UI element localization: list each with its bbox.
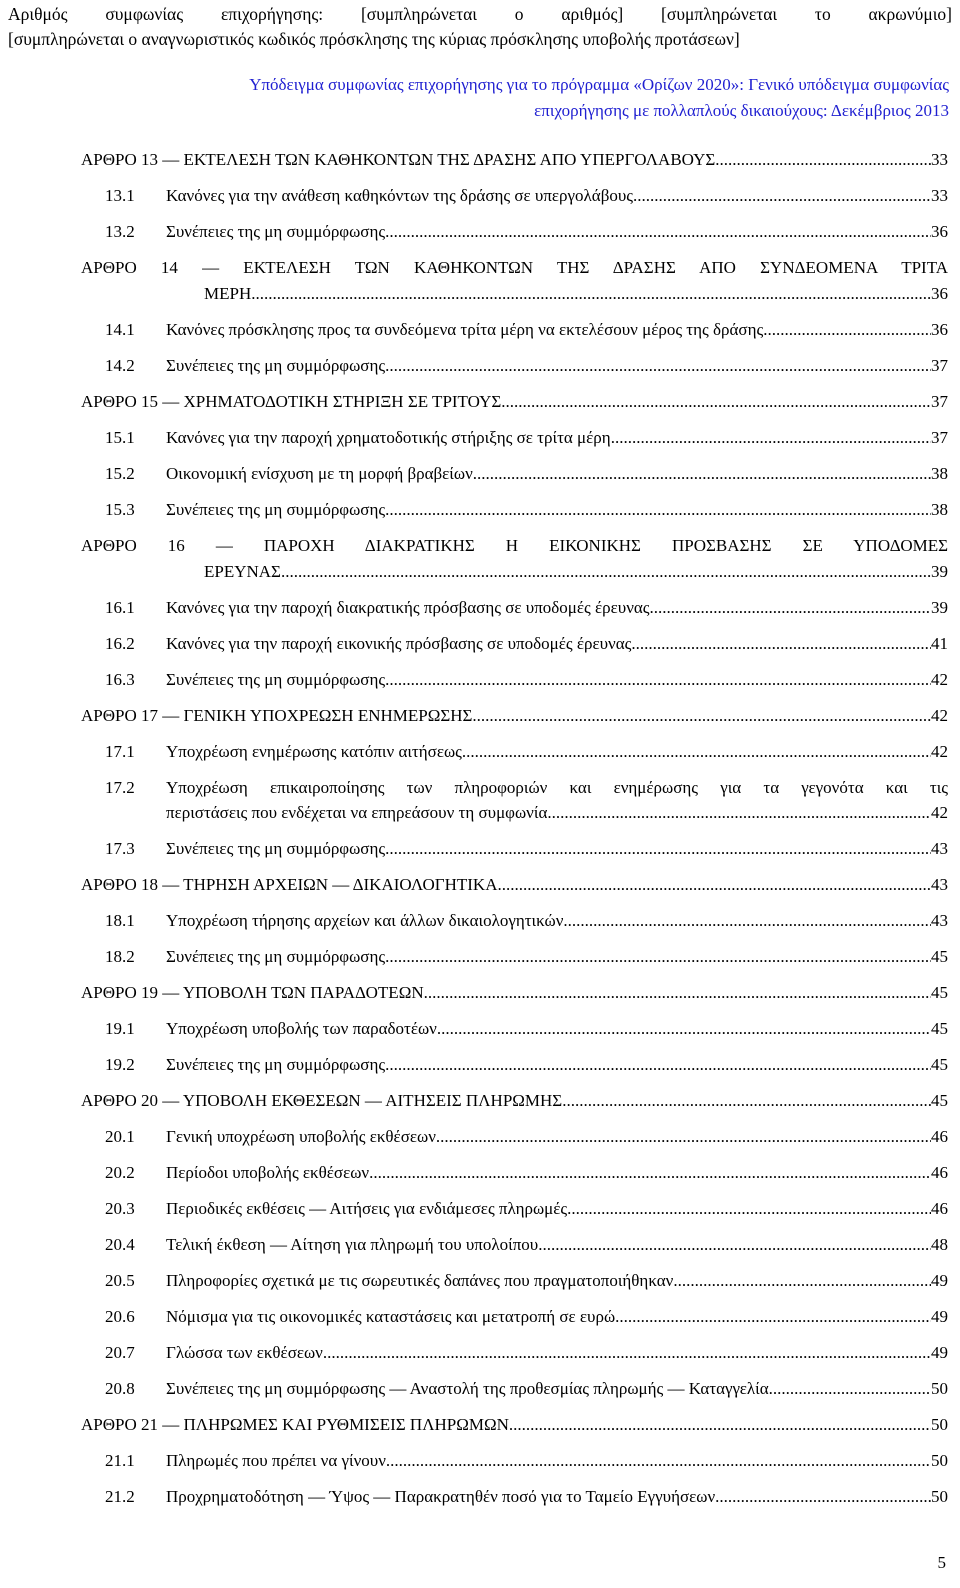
toc-section-15-3[interactable]: 15.3 Συνέπειες της μη συμμόρφωσης ..... 38 <box>81 498 948 522</box>
toc-section-15-1[interactable]: 15.1 Κανόνες για την παροχή χρηματοδοτικής στήριξης σε τρίτα μέρη ..... 37 <box>81 426 948 450</box>
toc-section-21-1[interactable]: 21.1 Πληρωμές που πρέπει να γίνουν ..... 50 <box>81 1449 948 1473</box>
toc-section-19-1[interactable]: 19.1 Υποχρέωση υποβολής των παραδοτέων ..... 45 <box>81 1017 948 1041</box>
toc-section-17-2[interactable]: 17.2 Υποχρέωση επικαιροποίησης των πληροφοριών και ενημέρωσης για τα γεγονότα και τις <box>105 778 948 797</box>
toc-section-16-1[interactable]: 16.1 Κανόνες για την παροχή διακρατικής πρόσβασης σε υποδομές έρευνας ..... 39 <box>81 596 948 620</box>
toc-section-16-3[interactable]: 16.3 Συνέπειες της μη συμμόρφωσης ..... 42 <box>81 668 948 692</box>
toc-article-14[interactable]: ΑΡΘΡΟ 14 — ΕΚΤΕΛΕΣΗ ΤΩΝ ΚΑΘΗΚΟΝΤΩΝ ΤΗΣ ΔΡΑΣΗΣ ΑΠΟ ΣΥΝΔΕΟΜΕΝΑ ΤΡΙΤΑ <box>81 258 948 277</box>
toc-section-14-2[interactable]: 14.2 Συνέπειες της μη συμμόρφωσης ..... 37 <box>81 354 948 378</box>
toc-section-15-2[interactable]: 15.2 Οικονομική ενίσχυση με τη μορφή βραβείων ..... 38 <box>81 462 948 486</box>
header-line-2: [συμπληρώνεται ο αναγνωριστικός κωδικός πρόσκλησης της κύριας πρόσκλησης υποβολής προτάσεων] <box>8 29 740 49</box>
toc-section-20-4[interactable]: 20.4 Τελική έκθεση — Αίτηση για πληρωμή του υπολοίπου ..... 48 <box>81 1233 948 1257</box>
toc-article-19[interactable]: ΑΡΘΡΟ 19 — ΥΠΟΒΟΛΗ ΤΩΝ ΠΑΡΑΔΟΤΕΩΝ ..... 45 <box>81 981 948 1005</box>
toc-section-20-3[interactable]: 20.3 Περιοδικές εκθέσεις — Αιτήσεις για ενδιάμεσες πληρωμές ..... 46 <box>81 1197 948 1221</box>
toc-article-18[interactable]: ΑΡΘΡΟ 18 — ΤΗΡΗΣΗ ΑΡΧΕΙΩΝ — ΔΙΚΑΙΟΛΟΓΗΤΙΚΑ ..... 43 <box>81 873 948 897</box>
toc-section-14-1[interactable]: 14.1 Κανόνες πρόσκλησης προς τα συνδεόμενα τρίτα μέρη να εκτελέσουν μέρος της δράσης ..... 36 <box>81 318 948 342</box>
toc-article-21[interactable]: ΑΡΘΡΟ 21 — ΠΛΗΡΩΜΕΣ ΚΑΙ ΡΥΘΜΙΣΕΙΣ ΠΛΗΡΩΜΩΝ ..... 50 <box>81 1413 948 1437</box>
toc-section-20-8[interactable]: 20.8 Συνέπειες της μη συμμόρφωσης — Αναστολή της προθεσμίας πληρωμής — Καταγγελία ..... 50 <box>81 1377 948 1401</box>
toc-section-17-1[interactable]: 17.1 Υποχρέωση ενημέρωσης κατόπιν αιτήσεως ..... 42 <box>81 740 948 764</box>
toc-page: 33 <box>931 150 948 169</box>
template-subtitle-2: επιχορήγησης με πολλαπλούς δικαιούχους: Δεκέμβριος 2013 <box>534 101 949 120</box>
template-subtitle-1: Υπόδειγμα συμφωνίας επιχορήγησης για το πρόγραμμα «Ορίζων 2020»: Γενικό υπόδειγμα συμφωνίας <box>249 75 949 94</box>
toc-article-16-cont[interactable]: ΕΡΕΥΝΑΣ ..... 39 <box>81 560 948 584</box>
toc-section-20-2[interactable]: 20.2 Περίοδοι υποβολής εκθέσεων ..... 46 <box>81 1161 948 1185</box>
toc-section-20-6[interactable]: 20.6 Νόμισμα για τις οικονομικές καταστάσεις και μετατροπή σε ευρώ ..... 49 <box>81 1305 948 1329</box>
page-number: 5 <box>937 1553 946 1572</box>
toc-article-13[interactable]: ΑΡΘΡΟ 13 — ΕΚΤΕΛΕΣΗ ΤΩΝ ΚΑΘΗΚΟΝΤΩΝ ΤΗΣ ΔΡΑΣΗΣ ΑΠΟ ΥΠΕΡΓΟΛΑΒΟΥΣ ..... 33 <box>81 148 948 172</box>
toc-article-15[interactable]: ΑΡΘΡΟ 15 — ΧΡΗΜΑΤΟΔΟΤΙΚΗ ΣΤΗΡΙΞΗ ΣΕ ΤΡΙΤΟΥΣ ..... 37 <box>81 390 948 414</box>
toc-section-20-5[interactable]: 20.5 Πληροφορίες σχετικά με τις σωρευτικές δαπάνες που πραγματοποιήθηκαν ..... 49 <box>81 1269 948 1293</box>
toc-section-21-2[interactable]: 21.2 Προχρηματοδότηση — Ύψος — Παρακρατηθέν ποσό για το Ταμείο Εγγυήσεων ..... 50 <box>81 1485 948 1509</box>
toc-section-16-2[interactable]: 16.2 Κανόνες για την παροχή εικονικής πρόσβασης σε υποδομές έρευνας ..... 41 <box>81 632 948 656</box>
toc-article-14-cont[interactable]: ΜΕΡΗ ..... 36 <box>81 282 948 306</box>
toc-section-20-1[interactable]: 20.1 Γενική υποχρέωση υποβολής εκθέσεων ..... 46 <box>81 1125 948 1149</box>
header-line-1: Αριθμός συμφωνίας επιχορήγησης: [συμπληρώνεται ο αριθμός] [συμπληρώνεται το ακρωνύμιο] <box>8 4 952 24</box>
toc-section-13-2[interactable]: 13.2 Συνέπειες της μη συμμόρφωσης ..... 36 <box>81 220 948 244</box>
toc-section-13-1[interactable]: 13.1 Κανόνες για την ανάθεση καθηκόντων της δράσης σε υπεργολάβους ..... 33 <box>81 184 948 208</box>
toc-article-16[interactable]: ΑΡΘΡΟ 16 — ΠΑΡΟΧΗ ΔΙΑΚΡΑΤΙΚΗΣ Η ΕΙΚΟΝΙΚΗΣ ΠΡΟΣΒΑΣΗΣ ΣΕ ΥΠΟΔΟΜΕΣ <box>81 536 948 555</box>
toc-section-17-2-cont[interactable]: περιστάσεις που ενδέχεται να επηρεάσουν τη συμφωνία ..... 42 <box>81 801 948 825</box>
toc-section-17-3[interactable]: 17.3 Συνέπειες της μη συμμόρφωσης ..... 43 <box>81 837 948 861</box>
toc-article-20[interactable]: ΑΡΘΡΟ 20 — ΥΠΟΒΟΛΗ ΕΚΘΕΣΕΩΝ — ΑΙΤΗΣΕΙΣ ΠΛΗΡΩΜΗΣ ..... 45 <box>81 1089 948 1113</box>
toc-section-18-2[interactable]: 18.2 Συνέπειες της μη συμμόρφωσης ..... 45 <box>81 945 948 969</box>
toc-section-18-1[interactable]: 18.1 Υποχρέωση τήρησης αρχείων και άλλων δικαιολογητικών ..... 43 <box>81 909 948 933</box>
toc-article-17[interactable]: ΑΡΘΡΟ 17 — ΓΕΝΙΚΗ ΥΠΟΧΡΕΩΣΗ ΕΝΗΜΕΡΩΣΗΣ ..... 42 <box>81 704 948 728</box>
toc-section-20-7[interactable]: 20.7 Γλώσσα των εκθέσεων ..... 49 <box>81 1341 948 1365</box>
toc-section-19-2[interactable]: 19.2 Συνέπειες της μη συμμόρφωσης ..... 45 <box>81 1053 948 1077</box>
